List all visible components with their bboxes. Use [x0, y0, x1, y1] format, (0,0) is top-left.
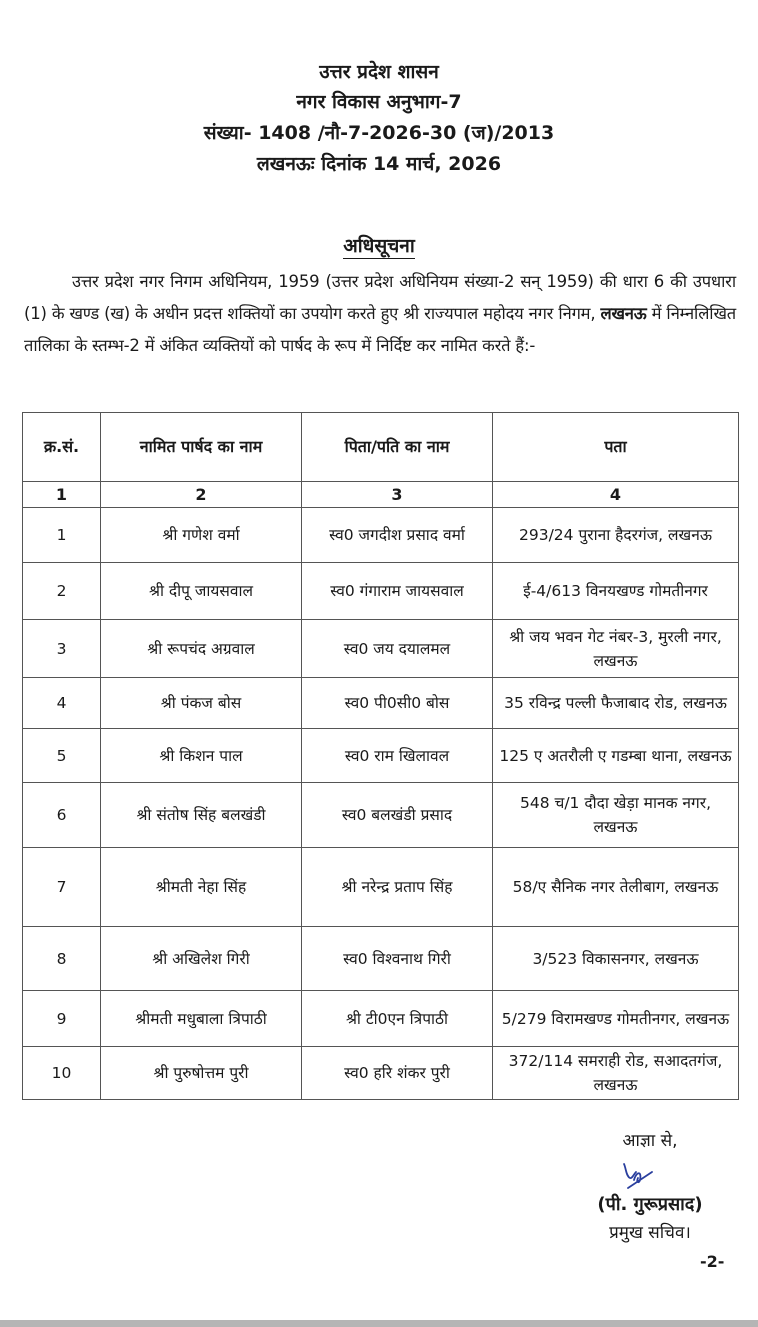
notice-paragraph	[24, 266, 736, 362]
cell-address: 5/279 विरामखण्ड गोमतीनगर, लखनऊ	[493, 991, 739, 1047]
cell-parent-name: स्व0 राम खिलावल	[302, 729, 493, 783]
table-row	[23, 563, 739, 620]
cell-parent-name: स्व0 विश्वनाथ गिरी	[302, 927, 493, 991]
signer-name: (पी. गुरूप्रसाद)	[597, 1194, 703, 1215]
cell-address: श्री जय भवन गेट नंबर-3, मुरली नगर, लखनऊ	[493, 620, 739, 678]
notice-city-bold: लखनऊ	[600, 304, 647, 323]
cell-nominee-name: श्रीमती मधुबाला त्रिपाठी	[101, 991, 302, 1047]
reference-number: संख्या- 1408 /नौ-7-2026-30 (ज)/2013	[203, 122, 555, 144]
cell-parent-name: श्री टी0एन त्रिपाठी	[302, 991, 493, 1047]
column-number: 2	[101, 482, 302, 508]
table-row	[23, 991, 739, 1047]
header-parent: पिता/पति का नाम	[302, 413, 493, 482]
table-row	[23, 729, 739, 783]
cell-nominee-name: श्री संतोष सिंह बलखंडी	[101, 783, 302, 848]
cell-parent-name: स्व0 पी0सी0 बोस	[302, 678, 493, 729]
column-number: 1	[23, 482, 101, 508]
signature-icon	[618, 1158, 658, 1192]
table-row	[23, 620, 739, 678]
nominees-table	[22, 412, 739, 1100]
govt-title: उत्तर प्रदेश शासन	[319, 61, 439, 83]
cell-serial: 10	[23, 1047, 101, 1100]
cell-nominee-name: श्री पंकज बोस	[101, 678, 302, 729]
notice-title	[0, 232, 758, 258]
header-address: पता	[493, 413, 739, 482]
table-header-row	[23, 413, 739, 482]
cell-serial: 4	[23, 678, 101, 729]
issue-date: लखनऊः दिनांक 14 मार्च, 2026	[256, 153, 502, 175]
cell-address: 548 च/1 दौदा खेड़ा मानक नगर, लखनऊ	[493, 783, 739, 848]
table-row	[23, 1047, 739, 1100]
cell-address: 125 ए अतरौली ए गडम्बा थाना, लखनऊ	[493, 729, 739, 783]
column-number: 4	[493, 482, 739, 508]
column-number-row	[23, 482, 739, 508]
order-text: आज्ञा से,	[622, 1131, 678, 1151]
table-row	[23, 783, 739, 848]
cell-parent-name: स्व0 हरि शंकर पुरी	[302, 1047, 493, 1100]
cell-serial: 3	[23, 620, 101, 678]
table-row	[23, 927, 739, 991]
cell-serial: 2	[23, 563, 101, 620]
cell-address: 35 रविन्द्र पल्ली फैजाबाद रोड, लखनऊ	[493, 678, 739, 729]
notice-text-part1: उत्तर प्रदेश नगर निगम अधिनियम, 1959 (उत्तर प्रदेश अधिनियम संख्या-2 सन् 1959) की धारा 6 की उपधारा (1) के खण्ड (ख) के अधीन प्रदत्त शक्तियों का उपयोग करते हुए श्री राज्यपाल महोदय नगर निगम,	[24, 272, 736, 323]
cell-nominee-name: श्री दीपू जायसवाल	[101, 563, 302, 620]
cell-parent-name: स्व0 बलखंडी प्रसाद	[302, 783, 493, 848]
cell-serial: 6	[23, 783, 101, 848]
column-number: 3	[302, 482, 493, 508]
cell-address: 58/ए सैनिक नगर तेलीबाग, लखनऊ	[493, 848, 739, 927]
cell-nominee-name: श्री किशन पाल	[101, 729, 302, 783]
bottom-bar	[0, 1320, 758, 1327]
cell-serial: 7	[23, 848, 101, 927]
cell-serial: 9	[23, 991, 101, 1047]
cell-parent-name: स्व0 गंगाराम जायसवाल	[302, 563, 493, 620]
cell-serial: 8	[23, 927, 101, 991]
cell-nominee-name: श्री पुरुषोत्तम पुरी	[101, 1047, 302, 1100]
cell-parent-name: स्व0 जगदीश प्रसाद वर्मा	[302, 508, 493, 563]
cell-nominee-name: श्री गणेश वर्मा	[101, 508, 302, 563]
header-serial: क्र.सं.	[23, 413, 101, 482]
table-row	[23, 678, 739, 729]
notice-title-text: अधिसूचना	[343, 235, 415, 257]
header-name: नामित पार्षद का नाम	[101, 413, 302, 482]
cell-serial: 1	[23, 508, 101, 563]
cell-address: 372/114 समराही रोड, सआदतगंज, लखनऊ	[493, 1047, 739, 1100]
department-title: नगर विकास अनुभाग-7	[296, 91, 462, 113]
table-row	[23, 848, 739, 927]
cell-nominee-name: श्री रूपचंद अग्रवाल	[101, 620, 302, 678]
cell-serial: 5	[23, 729, 101, 783]
cell-address: ई-4/613 विनयखण्ड गोमतीनगर	[493, 563, 739, 620]
cell-parent-name: श्री नरेन्द्र प्रताप सिंह	[302, 848, 493, 927]
cell-nominee-name: श्रीमती नेहा सिंह	[101, 848, 302, 927]
page-number: -2-	[700, 1252, 725, 1271]
cell-nominee-name: श्री अखिलेश गिरी	[101, 927, 302, 991]
signer-designation: प्रमुख सचिव।	[609, 1223, 691, 1243]
notice-text-part2: में निम्नलिखित तालिका के स्तम्भ-2 में अंकित व्यक्तियों को पार्षद के रूप में निर्दिष्ट कर नामित करते हैं:-	[24, 304, 737, 355]
cell-address: 293/24 पुराना हैदरगंज, लखनऊ	[493, 508, 739, 563]
cell-parent-name: स्व0 जय दयालमल	[302, 620, 493, 678]
cell-address: 3/523 विकासनगर, लखनऊ	[493, 927, 739, 991]
table-row	[23, 508, 739, 563]
